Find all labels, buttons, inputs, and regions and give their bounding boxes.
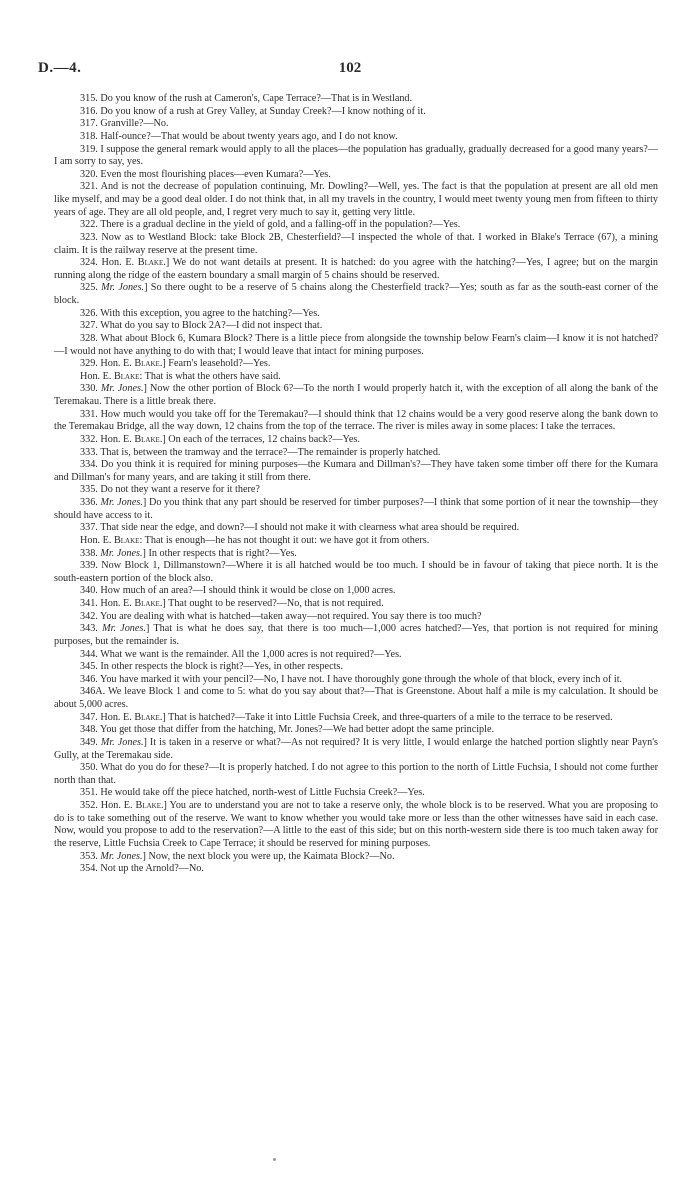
transcript-body <box>54 93 658 876</box>
transcript-paragraph: 316. Do you know of a rush at Grey Valley, at Sunday Creek?—I know nothing of it. <box>80 105 426 117</box>
transcript-paragraph: 345. In other respects the block is right?—Yes, in other respects. <box>80 661 343 673</box>
transcript-paragraph: 327. What do you say to Block 2A?—I did not inspect that. <box>80 320 323 332</box>
page-header <box>38 60 662 82</box>
transcript-paragraph: 342. You are dealing with what is hatched—taken away—not required. You say there is too much? <box>80 610 482 622</box>
transcript-paragraph: 346A. We leave Block 1 and come to 5: what do you say about that?—That is Greenstone. About half a mile is my calculation. It should be about 5,000 acres. <box>54 686 658 710</box>
transcript-paragraph: 354. Not up the Arnold?—No. <box>80 863 204 875</box>
transcript-paragraph: 328. What about Block 6, Kumara Block? There is a little piece from alongside the township below Fearn's claim—I know it is not hatched?—I would not have anything to do with that; I would leave that intact for mining purposes. <box>54 332 658 357</box>
transcript-paragraph: 339. Now Block 1, Dillmanstown?—Where it is all hatched would be too much. I should be in favour of taking that piece north. It is the south-eastern portion of the block also. <box>54 560 658 584</box>
transcript-paragraph: 344. What we want is the remainder. All the 1,000 acres is not required?—Yes. <box>80 648 402 660</box>
transcript-paragraph: 346. You have marked it with your pencil?—No, I have not. I have thoroughly gone through the whole of that block, every inch of it. <box>80 673 623 685</box>
transcript-paragraph: 349. Mr. Jones.] It is taken in a reserve or what?—As not required? It is very little, I would enlarge the hatched portion slightly near Payn's Gully, at the Teremakau side. <box>54 736 658 761</box>
transcript-paragraph: 320. Even the most flourishing places—even Kumara?—Yes. <box>80 168 331 180</box>
transcript-paragraph: 351. He would take off the piece hatched, north-west of Little Fuchsia Creek?—Yes. <box>80 787 425 799</box>
transcript-paragraph: 315. Do you know of the rush at Cameron's, Cape Terrace?—That is in Westland. <box>80 93 413 104</box>
transcript-paragraph: 336. Mr. Jones.] Do you think that any part should be reserved for timber purposes?—I think that some portion of it near the township—they should have access to it. <box>54 497 659 521</box>
transcript-paragraph: Hon. E. Blake: That is enough—he has not thought it out: we have got it from others. <box>80 534 430 546</box>
transcript-paragraph: 338. Mr. Jones.] In other respects that is right?—Yes. <box>80 547 297 559</box>
transcript-paragraph: 347. Hon. E. Blake.] That is hatched?—Take it into Little Fuchsia Creek, and three-quarters of a mile to the terrace to be reserved. <box>80 711 613 723</box>
transcript-paragraph: 317. Granville?—No. <box>80 118 169 130</box>
page-number: 102 <box>338 60 362 76</box>
transcript-paragraph: 343. Mr. Jones.] That is what he does say, that there is too much—1,000 acres hatched?—Yes, that portion is not required for mining purposes, but the remainder is. <box>54 623 658 647</box>
transcript-paragraph: 330. Mr. Jones.] Now the other portion of Block 6?—To the north I would properly hatch it, with the exception of all along the bank of the Teremakau. There is a little break there. <box>54 383 658 407</box>
transcript-paragraph: 340. How much of an area?—I should think it would be close on 1,000 acres. <box>80 585 396 597</box>
transcript-paragraph: 324. Hon. E. Blake.] We do not want details at present. It is hatched: do you agree with the hatching?—Yes, I agree; but on the margin running along the ridge of the eastern boundary a small margin of 5 chains should be reserved. <box>54 257 658 281</box>
transcript-paragraph: 323. Now as to Westland Block: take Block 2B, Chesterfield?—I inspected the whole of that. I worked in Blake's Terrace (67), a mining claim. It is the railway reserve at the present time. <box>54 231 658 256</box>
transcript-paragraph: 333. That is, between the tramway and the terrace?—The remainder is properly hatched. <box>80 446 441 458</box>
stray-mark <box>273 1158 276 1161</box>
transcript-paragraph: 331. How much would you take off for the Teremakau?—I should think that 12 chains would be a very good reserve along the bank down to the Teremakau Bridge, all the way down, 12 chains from the top of the terrace. The river is miles away in some places: I take the terraces. <box>54 408 658 433</box>
transcript-paragraph: Hon. E. Blake: That is what the others have said. <box>80 370 281 382</box>
transcript-paragraph: 353. Mr. Jones.] Now, the next block you were up, the Kaimata Block?—No. <box>80 850 395 862</box>
transcript-paragraph: 352. Hon. E. Blake.] You are to understand you are not to take a reserve only, the whole block is to be reserved. What you are proposing to do is to take something out of the reserve. We want to know whether you would take more or less than the other witnesses have said in each case. Now, would you propose to add to the reservation?—A little to the east of this side; but on this north-western side there is too much taken away for the reserve, Little Fuchsia Creek to Cape Terrace; it should be reserved for mining purposes. <box>54 800 658 849</box>
transcript-paragraph: 322. There is a gradual decline in the yield of gold, and a falling-off in the population?—Yes. <box>80 219 461 231</box>
transcript-paragraph: 319. I suppose the general remark would apply to all the places—the population has gradually, gradually decreased for a good many years?—I am sorry to say, yes. <box>54 143 658 168</box>
transcript-paragraph: 350. What do you do for these?—It is properly hatched. I do not agree to this portion to the north of Little Fuchsia, I should not come further north than that. <box>54 762 658 786</box>
transcript-paragraph: 334. Do you think it is required for mining purposes—the Kumara and Dillman's?—They have taken some timber off there for the Kumara and Dillman's for many years, and are taking it still from there. <box>54 459 658 483</box>
transcript-paragraph: 326. With this exception, you agree to the hatching?—Yes. <box>80 307 320 319</box>
transcript-paragraph: 341. Hon. E. Blake.] That ought to be reserved?—No, that is not required. <box>80 598 384 609</box>
transcript-paragraph: 321. And is not the decrease of population continuing, Mr. Dowling?—Well, yes. The fact is that the population at present are all old men like myself, and may be a good deal older. I do not think that, in all my travels in the country, I would meet twenty young men from fifteen to thirty years of age. They are all old people, and, I regret very much to say it, getting very little. <box>54 181 658 218</box>
transcript-paragraph: 337. That side near the edge, and down?—I should not make it with clearness what area should be required. <box>80 522 520 534</box>
transcript-paragraph: 329. Hon. E. Blake.] Fearn's leasehold?—Yes. <box>80 358 271 370</box>
transcript-paragraph: 348. You get those that differ from the hatching, Mr. Jones?—We had better adopt the same principle. <box>80 724 495 736</box>
transcript-paragraph: 335. Do not they want a reserve for it there? <box>80 484 260 496</box>
transcript-paragraph: 318. Half-ounce?—That would be about twenty years ago, and I do not know. <box>80 130 398 142</box>
document-reference: D.—4. <box>38 60 82 76</box>
transcript-paragraph: 325. Mr. Jones.] So there ought to be a reserve of 5 chains along the Chesterfield track?—Yes; south as far as the south-east corner of the block. <box>54 282 658 306</box>
transcript-paragraph: 332. Hon. E. Blake.] On each of the terraces, 12 chains back?—Yes. <box>80 433 360 445</box>
